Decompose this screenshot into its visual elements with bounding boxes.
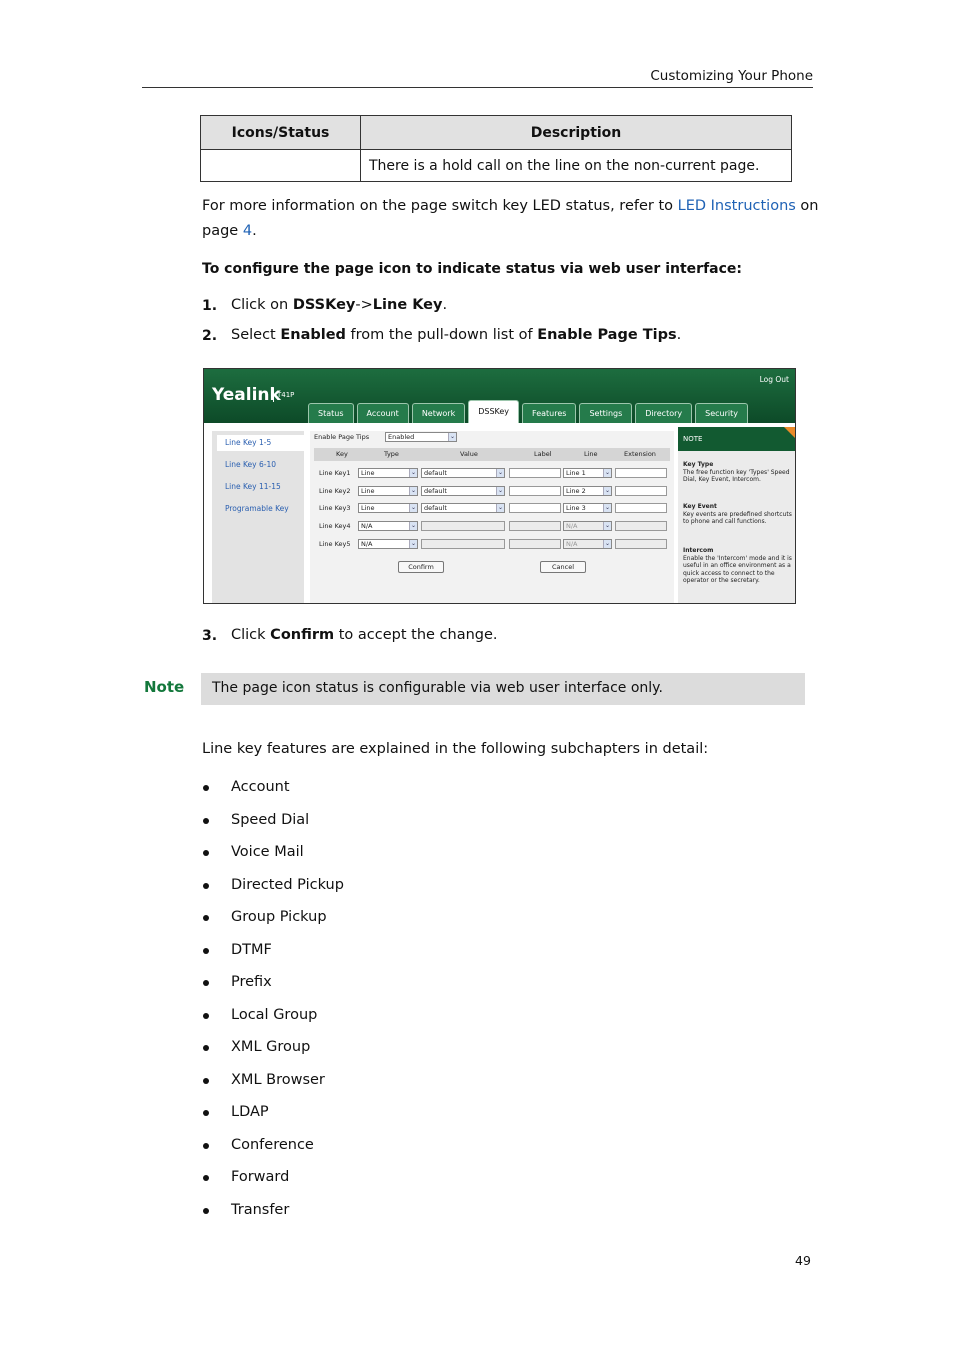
list-item: Speed Dial [202,806,344,839]
tab-account[interactable]: Account [357,403,409,423]
corner-flag-icon [784,427,795,438]
type-select[interactable]: Line ⌄ [358,468,418,478]
list-item: Group Pickup [202,903,344,936]
note-intercom: Intercom Enable the 'Intercom' mode and it is useful in an office environment as a quick access to connect to the operator or the secretary. [683,547,792,584]
confirm-button[interactable]: Confirm [398,561,444,573]
led-instructions-link[interactable]: LED Instructions [677,198,796,214]
list-item: DTMF [202,936,344,969]
web-ui-tabs [308,401,748,423]
extension-input[interactable] [615,503,667,513]
tab-security[interactable]: Security [695,403,748,423]
value-input [421,539,505,549]
tab-directory[interactable]: Directory [635,403,692,423]
type-select[interactable]: Line ⌄ [358,503,418,513]
page-link[interactable]: 4 [242,223,253,239]
list-item: XML Browser [202,1066,344,1099]
type-select[interactable]: N/A ⌄ [358,521,418,531]
extension-input[interactable] [615,486,667,496]
description-cell: There is a hold call on the line on the non-current page. [361,150,792,182]
list-item: Local Group [202,1001,344,1034]
sidebar-item-programable-key[interactable]: Programable Key [225,504,289,513]
label-input[interactable] [509,503,561,513]
page-number: 49 [795,1253,811,1268]
sidebar-item-line-key-6-10[interactable]: Line Key 6-10 [225,460,277,469]
line-key-form [310,431,674,603]
list-item: Account [202,773,344,806]
list-item: Voice Mail [202,838,344,871]
icon-cell [201,150,361,182]
type-select[interactable]: N/A ⌄ [358,539,418,549]
line-select: N/A ⌄ [563,521,612,531]
value-select[interactable]: default ⌄ [421,468,505,478]
line-select[interactable]: Line 2 ⌄ [563,486,612,496]
web-ui-sidebar [212,431,304,603]
extension-input[interactable] [615,468,667,478]
step-1: Click on DSSKey->Line Key. [231,297,448,313]
sidebar-item-line-key-1-5[interactable]: Line Key 1-5 [217,435,304,451]
extension-input [615,521,667,531]
note-panel [678,427,795,603]
tab-settings[interactable]: Settings [579,403,632,423]
icons-status-table [200,115,792,182]
type-select[interactable]: Line ⌄ [358,486,418,496]
row-key-label: Line Key4 [319,522,351,530]
web-ui-screenshot [203,368,796,604]
tab-status[interactable]: Status [308,403,354,423]
tab-dsskey[interactable]: DSSKey [468,400,519,423]
note-box: The page icon status is configurable via web user interface only. [201,673,805,705]
line-select: N/A ⌄ [563,539,612,549]
note-label: Note [144,678,185,696]
value-select[interactable]: default ⌄ [421,486,505,496]
note-key-event: Key Event Key events are predefined shortcuts to phone and call functions. [683,503,792,525]
cancel-button[interactable]: Cancel [540,561,586,573]
list-item: Conference [202,1131,344,1164]
running-header: Customizing Your Phone [142,68,813,88]
intro-paragraph: Line key features are explained in the following subchapters in detail: [202,741,709,757]
value-input [421,521,505,531]
label-input [509,539,561,549]
table-header: Key Type Value Label Line Extension [314,448,670,461]
web-ui-header [204,369,795,423]
label-input[interactable] [509,486,561,496]
list-item: Directed Pickup [202,871,344,904]
step-2: Select Enabled from the pull-down list of Enable Page Tips. [231,327,682,343]
step-number: 2. [202,328,218,344]
list-item: Prefix [202,968,344,1001]
enable-page-tips-label: Enable Page Tips [314,433,370,441]
tab-features[interactable]: Features [522,403,576,423]
col-header-icons: Icons/Status [201,116,361,150]
logout-link[interactable]: Log Out [759,375,789,384]
note-panel-title: NOTE [678,427,795,451]
col-header-description: Description [361,116,792,150]
row-key-label: Line Key1 [319,469,351,477]
list-item: LDAP [202,1098,344,1131]
list-item: XML Group [202,1033,344,1066]
tab-network[interactable]: Network [412,403,465,423]
step-3: Click Confirm to accept the change. [231,627,498,643]
yealink-logo: Yealink [212,385,281,405]
feature-list [202,773,344,1228]
label-input [509,521,561,531]
step-number: 3. [202,628,218,644]
list-item: Forward [202,1163,344,1196]
procedure-title: To configure the page icon to indicate status via web user interface: [202,261,742,277]
value-select[interactable]: default ⌄ [421,503,505,513]
chevron-down-icon: ⌄ [449,433,456,440]
line-select[interactable]: Line 3 ⌄ [563,503,612,513]
enable-page-tips-select[interactable]: Enabled ⌄ [385,432,457,442]
note-key-type: Key Type The free function key 'Types' Speed Dial, Key Event, Intercom. [683,461,790,483]
label-input[interactable] [509,468,561,478]
list-item: Transfer [202,1196,344,1229]
extension-input [615,539,667,549]
row-key-label: Line Key5 [319,540,351,548]
step-number: 1. [202,298,218,314]
model-label: T41P [273,388,294,402]
row-key-label: Line Key3 [319,504,351,512]
sidebar-item-line-key-11-15[interactable]: Line Key 11-15 [225,482,281,491]
line-select[interactable]: Line 1 ⌄ [563,468,612,478]
row-key-label: Line Key2 [319,487,351,495]
info-paragraph: For more information on the page switch key LED status, refer to LED Instructions on page 4. [202,198,819,239]
